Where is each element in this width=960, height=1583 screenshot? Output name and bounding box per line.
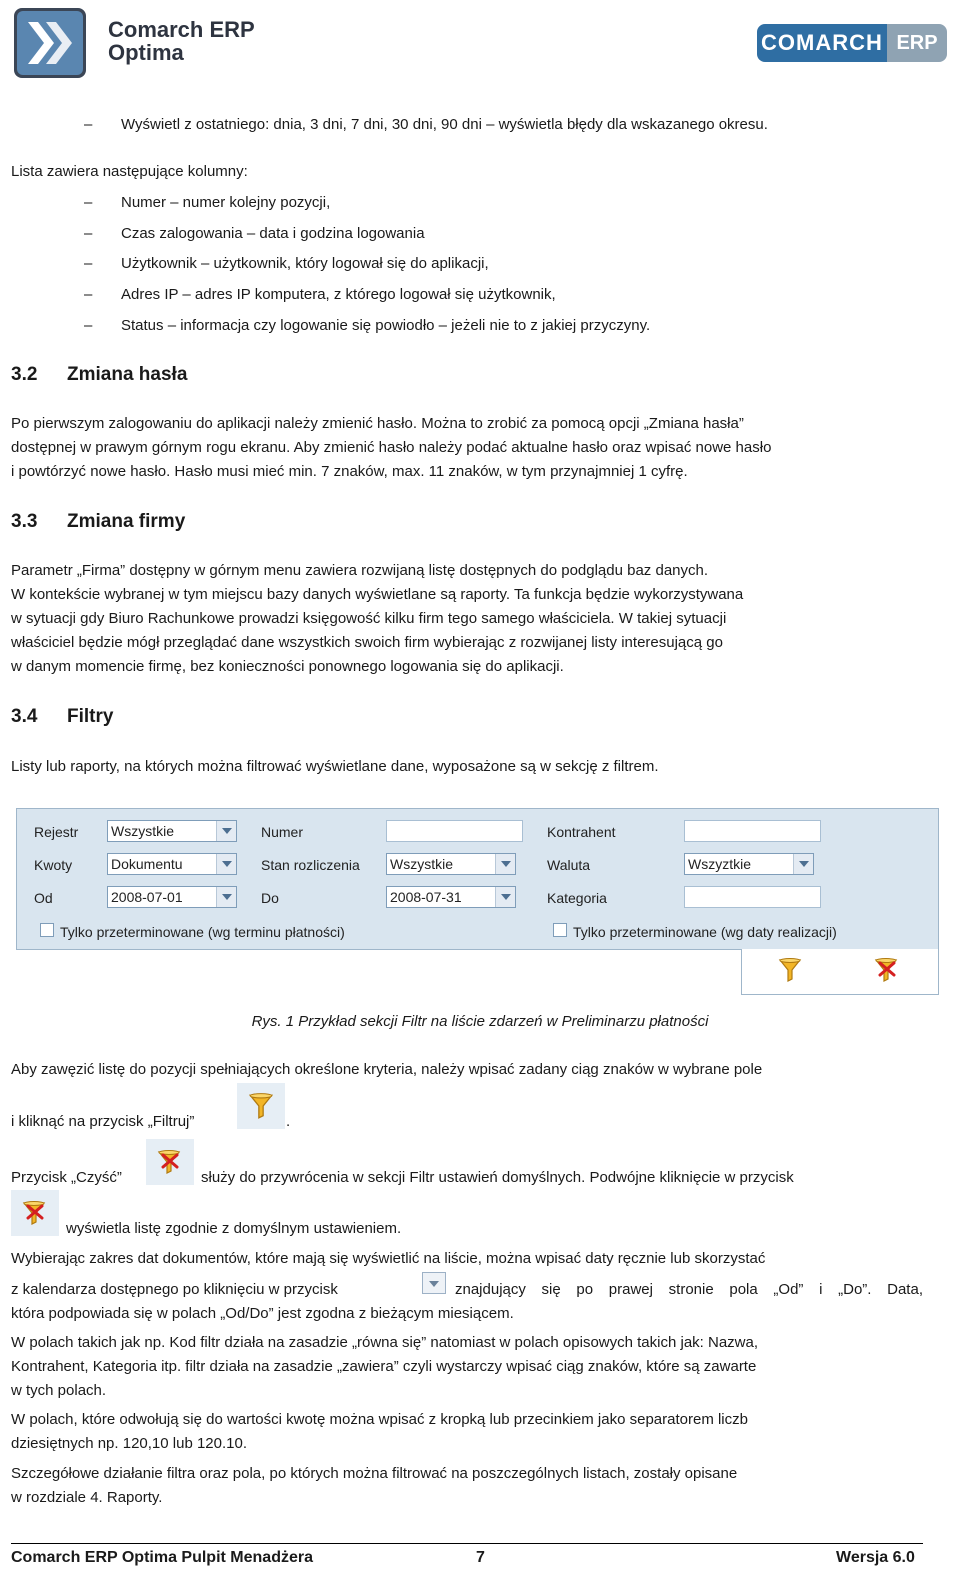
paragraph-line: w tych polach. [11, 1382, 107, 1399]
list-item-text: Czas zalogowania – data i godzina logowania [121, 225, 425, 242]
kontrahent-input[interactable] [684, 820, 821, 842]
paragraph-line: w rozdziale 4. Raporty. [11, 1489, 163, 1506]
comarch-erp-logo [757, 24, 947, 62]
chevron-down-icon[interactable] [793, 854, 813, 874]
logo-erp-text: ERP [887, 24, 947, 62]
section-heading-3-2 [11, 363, 187, 387]
waluta-select[interactable] [684, 853, 814, 875]
paragraph-line: wyświetla listę zgodnie z domyślnym ustawieniem. [66, 1220, 402, 1237]
od-date-value: 2008-07-01 [111, 889, 183, 905]
paragraph-line: która podpowiada się w polach „Od/Do” jest zgodna z bieżącym miesiącem. [11, 1305, 514, 1322]
clear-filter-funnel-icon[interactable] [146, 1139, 194, 1185]
calendar-dropdown-button[interactable] [422, 1272, 446, 1294]
list-item: – Czas zalogowania – data i godzina logowania [84, 225, 425, 242]
overdue-by-realization-label: Tylko przeterminowane (wg daty realizacji) [573, 924, 837, 940]
od-date-field[interactable] [107, 886, 237, 908]
list-item: – Wyświetl z ostatniego: dnia, 3 dni, 7 dni, 30 dni, 90 dni – wyświetla błędy dla wskazanego okresu. [84, 116, 768, 133]
chevron-down-icon[interactable] [495, 854, 515, 874]
section-title: Zmiana firmy [67, 511, 186, 532]
waluta-label: Waluta [547, 857, 591, 873]
numer-input[interactable] [386, 820, 523, 842]
paragraph-line: dostępnej w prawym górnym rogu ekranu. Aby zmienić hasło należy podać aktualne hasło oraz wpisać nowe hasło [11, 439, 772, 456]
overdue-by-payment-label: Tylko przeterminowane (wg terminu płatności) [60, 924, 345, 940]
rejestr-select-value: Wszystkie [111, 823, 174, 839]
section-heading-3-3 [11, 510, 185, 534]
calendar-dropdown-icon[interactable] [216, 887, 236, 907]
clear-filter-funnel-icon[interactable] [11, 1190, 59, 1236]
figure-caption: Rys. 1 Przykład sekcji Filtr na liście zdarzeń w Preliminarzu płatności [251, 1013, 709, 1030]
clear-filter-funnel-icon[interactable] [874, 957, 900, 983]
list-item-text: Wyświetl z ostatniego: dnia, 3 dni, 7 dni, 30 dni, 90 dni – wyświetla błędy dla wskazanego okresu. [121, 116, 768, 133]
overdue-by-realization-checkbox[interactable] [553, 923, 567, 937]
kategoria-label: Kategoria [547, 890, 607, 906]
chevron-down-icon [429, 1271, 439, 1295]
od-label: Od [34, 890, 53, 906]
list-item: – Numer – numer kolejny pozycji, [84, 194, 331, 211]
paragraph-line: Aby zawęzić listę do pozycji spełniających określone kryteria, należy wpisać zadany ciąg znaków w wybrane pole [11, 1061, 763, 1078]
list-item: – Użytkownik – użytkownik, który logował się do aplikacji, [84, 255, 489, 272]
comarch-erp-optima-logo-icon [14, 8, 86, 78]
paragraph-line: i kliknąć na przycisk „Filtruj” [11, 1113, 195, 1130]
filter-panel [16, 808, 939, 950]
paragraph-line: służy do przywrócenia w sekcji Filtr ustawień domyślnych. Podwójne kliknięcie w przycisk [201, 1169, 794, 1186]
kwoty-select-value: Dokumentu [111, 856, 183, 872]
paragraph-line: Kontrahent, Kategoria itp. filtr działa na zasadzie „zawiera” czyli wystarczy wpisać ciąg znaków, które są zawarte [11, 1358, 757, 1375]
rejestr-select[interactable] [107, 820, 237, 842]
section-heading-3-4 [11, 705, 113, 729]
logo-comarch-text: COMARCH [757, 24, 887, 62]
section-title: Zmiana hasła [67, 364, 188, 385]
calendar-dropdown-icon[interactable] [495, 887, 515, 907]
section-title: Filtry [67, 706, 114, 727]
paragraph-line: Szczegółowe działanie filtra oraz pola, po których można filtrować na poszczególnych listach, zostały opisane [11, 1465, 738, 1482]
paragraph-line: z kalendarza dostępnego po kliknięciu w przycisk [11, 1281, 338, 1298]
paragraph-line: W kontekście wybranej w tym miejscu bazy danych wyświetlane są raporty. Ta funkcja będzie wykorzystywana [11, 586, 744, 603]
paragraph-line: Przycisk „Czyść” [11, 1169, 122, 1186]
paragraph-line: i powtórzyć nowe hasło. Hasło musi mieć min. 7 znaków, max. 11 znaków, w tym przynajmniej 1 cyfrę. [11, 463, 688, 480]
list-item: – Adres IP – adres IP komputera, z którego logował się użytkownik, [84, 286, 556, 303]
paragraph-line: Parametr „Firma” dostępny w górnym menu zawiera rozwijaną listę dostępnych do podglądu baz danych. [11, 562, 709, 579]
section-number: 3.3 [11, 511, 38, 532]
list-item-text: Użytkownik – użytkownik, który logował się do aplikacji, [121, 255, 489, 272]
kontrahent-label: Kontrahent [547, 824, 616, 840]
paragraph-line: znajdujący się po prawej stronie pola „Od” i „Do”. Data, [455, 1281, 923, 1298]
paragraph-line: Listy lub raporty, na których można filtrować wyświetlane dane, wyposażone są w sekcję z filtrem. [11, 758, 659, 775]
footer-page-number: 7 [476, 1549, 485, 1566]
paragraph-line: w sytuacji gdy Biuro Rachunkowe prowadzi księgowość kilku firm tego samego właściciela. W takiej sytuacji [11, 610, 727, 627]
columns-intro: Lista zawiera następujące kolumny: [11, 163, 248, 180]
numer-label: Numer [261, 824, 304, 840]
stan-rozliczenia-select[interactable] [386, 853, 516, 875]
paragraph-line: właściciel będzie mógł przeglądać dane wszystkich swoich firm wybierając z rozwijanej listy interesującą go [11, 634, 723, 651]
list-item-text: Numer – numer kolejny pozycji, [121, 194, 331, 211]
paragraph-line: W polach takich jak np. Kod filtr działa na zasadzie „równa się” natomiast w polach opisowych takich jak: Nazwa, [11, 1334, 759, 1351]
rejestr-label: Rejestr [34, 824, 79, 840]
footer-title: Comarch ERP Optima Pulpit Menadżera [11, 1549, 313, 1566]
stan-rozliczenia-value: Wszystkie [390, 856, 453, 872]
footer-divider [11, 1543, 923, 1544]
paragraph-line: . [286, 1113, 291, 1130]
section-number: 3.4 [11, 706, 38, 727]
filter-funnel-icon[interactable] [237, 1083, 285, 1129]
overdue-by-payment-checkbox[interactable] [40, 923, 54, 937]
brand-line-1: Comarch ERP [108, 17, 255, 42]
paragraph-line: Wybierając zakres dat dokumentów, które mają się wyświetlić na liście, można wpisać daty ręcznie lub skorzystać [11, 1250, 766, 1267]
filter-funnel-icon[interactable] [778, 957, 802, 983]
chevron-down-icon[interactable] [216, 854, 236, 874]
paragraph-line: w danym momencie firmę, bez konieczności ponownego logowania się do aplikacji. [11, 658, 564, 675]
do-date-field[interactable] [386, 886, 516, 908]
brand-line-2: Optima [108, 40, 184, 65]
list-item-text: Adres IP – adres IP komputera, z którego logował się użytkownik, [121, 286, 556, 303]
paragraph-line: dziesiętnych np. 120,10 lub 120.10. [11, 1435, 248, 1452]
list-item: – Status – informacja czy logowanie się powiodło – jeżeli nie to z jakiej przyczyny. [84, 317, 651, 334]
footer-version: Wersja 6.0 [836, 1549, 915, 1566]
paragraph-line: Po pierwszym zalogowaniu do aplikacji należy zmienić hasło. Można to zrobić za pomocą opcji „Zmiana hasła” [11, 415, 744, 432]
brand-name [108, 18, 255, 64]
kwoty-select[interactable] [107, 853, 237, 875]
do-date-value: 2008-07-31 [390, 889, 462, 905]
kategoria-input[interactable] [684, 886, 821, 908]
waluta-select-value: Wszyztkie [688, 856, 751, 872]
filter-buttons-area [741, 949, 939, 995]
do-label: Do [261, 890, 279, 906]
section-number: 3.2 [11, 364, 38, 385]
paragraph-line: W polach, które odwołują się do wartości kwotę można wpisać z kropką lub przecinkiem jako separatorem liczb [11, 1411, 748, 1428]
kwoty-label: Kwoty [34, 857, 73, 873]
chevron-down-icon[interactable] [216, 821, 236, 841]
list-item-text: Status – informacja czy logowanie się powiodło – jeżeli nie to z jakiej przyczyny. [121, 317, 651, 334]
stan-rozliczenia-label: Stan rozliczenia [261, 857, 360, 873]
